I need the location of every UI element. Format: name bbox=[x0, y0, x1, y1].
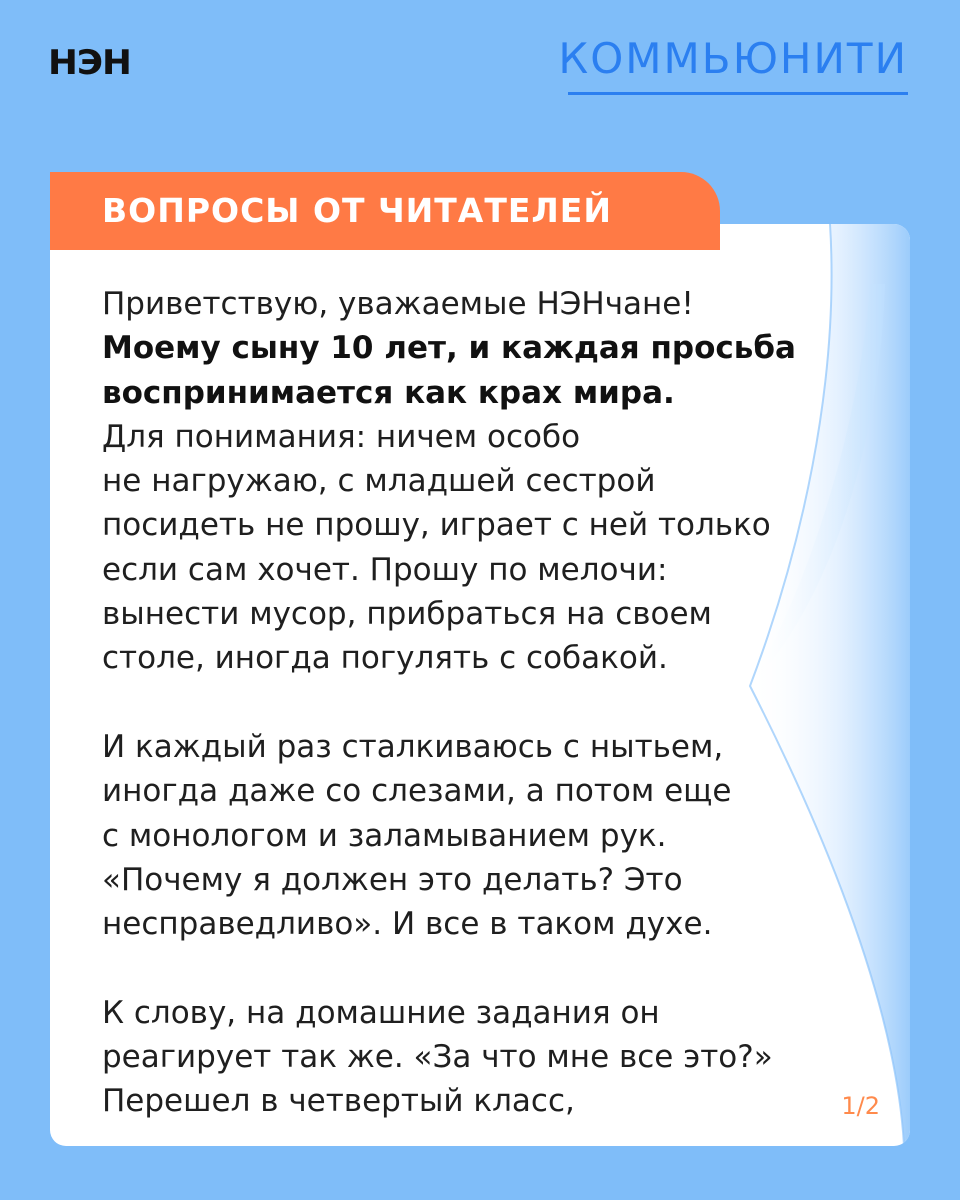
page-indicator: 1/2 bbox=[841, 1092, 880, 1120]
category-banner bbox=[50, 172, 720, 250]
letter-line: столе, иногда погулять с собакой. bbox=[102, 640, 668, 677]
letter-line: если сам хочет. Прошу по мелочи: bbox=[102, 551, 668, 588]
category-banner-title: ВОПРОСЫ ОТ ЧИТАТЕЛЕЙ bbox=[102, 191, 612, 230]
section-title: КОММЬЮНИТИ bbox=[558, 34, 908, 83]
letter-line: «Почему я должен это делать? Это bbox=[102, 861, 683, 898]
brand-logo: НЭН bbox=[48, 43, 131, 83]
letter-line: посидеть не прошу, играет с ней только bbox=[102, 507, 771, 544]
letter-line-emphasis: Моему сыну 10 лет, и каждая просьба bbox=[102, 330, 796, 367]
letter-line-emphasis: воспринимается как крах мира. bbox=[102, 374, 675, 411]
letter-line: Для понимания: ничем особо bbox=[102, 418, 581, 455]
paragraph-gap bbox=[102, 681, 892, 725]
letter-line: вынести мусор, прибраться на своем bbox=[102, 596, 712, 633]
letter-line: не нагружаю, с младшей сестрой bbox=[102, 463, 656, 500]
letter-card bbox=[50, 224, 910, 1146]
letter-line: К слову, на домашние задания он bbox=[102, 994, 660, 1031]
letter-line: с монологом и заламыванием рук. bbox=[102, 817, 667, 854]
paragraph-gap bbox=[102, 946, 892, 990]
letter-line: Перешел в четвертый класс, bbox=[102, 1083, 575, 1120]
letter-line: И каждый раз сталкиваюсь с нытьем, bbox=[102, 728, 724, 765]
letter-line: Приветствую, уважаемые НЭНчане! bbox=[102, 286, 694, 322]
letter-line: реагирует так же. «За что мне все это?» bbox=[102, 1039, 773, 1076]
letter-line: несправедливо». И все в таком духе. bbox=[102, 906, 713, 943]
letter-body bbox=[102, 282, 892, 1124]
section-title-underline bbox=[568, 92, 908, 95]
letter-line: иногда даже со слезами, а потом еще bbox=[102, 773, 732, 810]
